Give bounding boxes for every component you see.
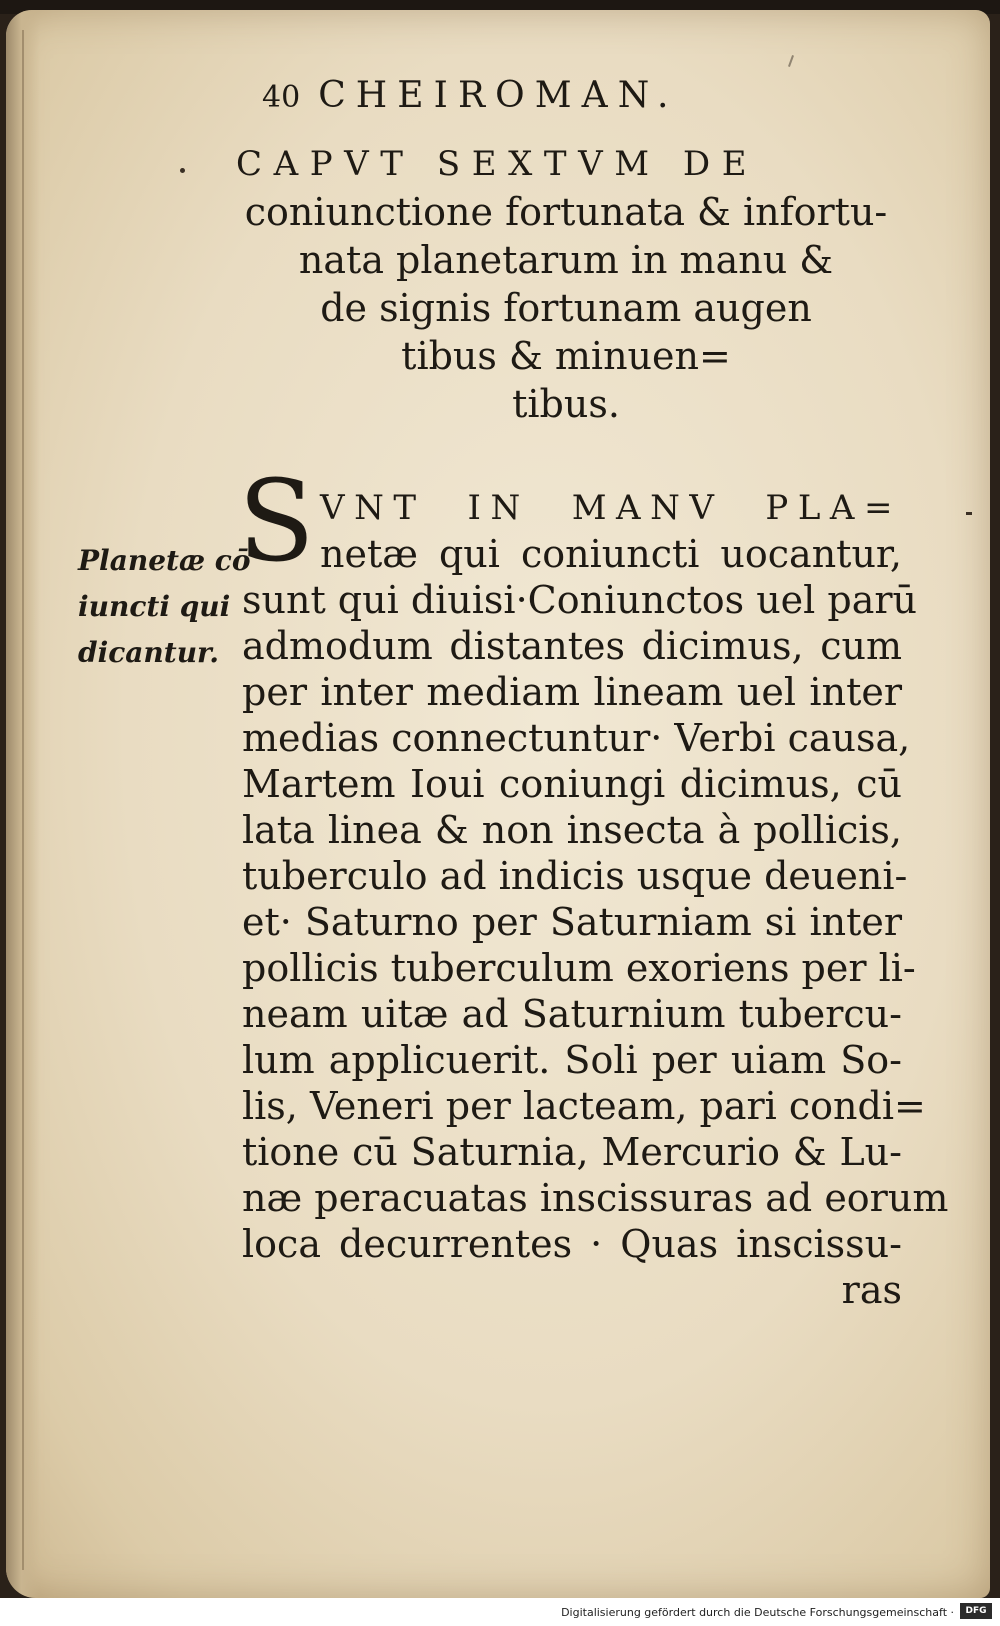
body-line: per inter mediam lineam uel inter (242, 670, 902, 714)
heading-line: coniunctione fortunata & infortu- (244, 190, 888, 234)
marginal-note-line: iuncti qui (78, 590, 231, 623)
page-number: 40 (262, 80, 301, 115)
digitization-credit: Digitalisierung gefördert durch die Deutsche Forschungsgemeinschaft · (561, 1606, 954, 1619)
heading-line: tibus. (512, 382, 620, 426)
heading-line: nata planetarum in manu & (298, 238, 834, 282)
body-line: neam uitæ ad Saturnium tubercu- (242, 992, 902, 1036)
marginal-note (78, 538, 251, 676)
body-line: loca decurrentes · Quas inscissu- (242, 1222, 902, 1266)
marginal-note-line: dicantur. (78, 636, 219, 669)
drop-cap: S (238, 457, 315, 587)
heading-line: tibus & minuen= (401, 334, 731, 378)
body-text (242, 485, 949, 1313)
body-line: tione cū Saturnia, Mercurio & Lu- (242, 1130, 902, 1174)
gutter-fold-line (22, 30, 24, 1570)
margin-tick (966, 512, 972, 515)
body-line: lum applicuerit. Soli per uiam So- (242, 1038, 902, 1082)
chapter-heading (236, 140, 896, 428)
body-line: sunt qui diuisi·Coniunctos uel parū (242, 578, 918, 622)
catchword: ras (841, 1268, 902, 1312)
body-line: lis, Veneri per lacteam, pari condi= (242, 1084, 926, 1128)
running-head (262, 75, 679, 116)
margin-dot (180, 168, 185, 173)
body-line: lata linea & non insecta à pollicis, (242, 808, 902, 852)
body-line: et· Saturno per Saturniam si inter (242, 900, 902, 944)
body-line: næ peracuatas inscissuras ad eorum (242, 1176, 949, 1220)
marginal-note-line: Planetæ cō (78, 544, 251, 577)
running-head-title: CHEIROMAN. (318, 75, 679, 116)
body-line: pollicis tuberculum exoriens per li- (242, 946, 916, 990)
body-line: tuberculo ad indicis usque deueni- (242, 854, 908, 898)
body-line: netæ qui coniuncti uocantur, (320, 532, 902, 576)
dfg-logo: DFG (960, 1603, 992, 1619)
heading-line: CAPVT SEXTVM DE (236, 144, 759, 184)
body-line: Martem Ioui coniungi dicimus, cū (242, 762, 902, 806)
body-line: VNT IN MANV PLA= (320, 488, 902, 528)
body-line: medias connectuntur· Verbi causa, (242, 716, 911, 760)
body-line: admodum distantes dicimus, cum (242, 624, 902, 668)
heading-line: de signis fortunam augen (320, 286, 812, 330)
